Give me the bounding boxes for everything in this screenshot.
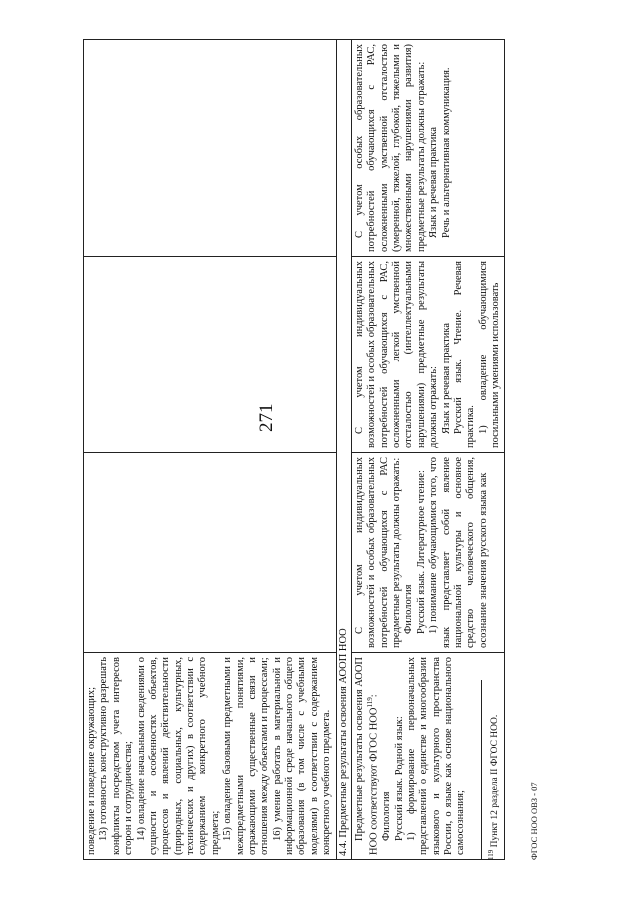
list-item: 1) формирование первоначальных представлений о единстве и многообразии языкового и культурного пространства России, о языке как основе национального самосознания; xyxy=(405,657,467,855)
requirements-table xyxy=(83,39,505,860)
list-item: 1) овладение обучающимися посильными умениями использовать xyxy=(477,261,501,448)
list-item: Русский язык. Литературное чтение: xyxy=(415,470,427,634)
option-cell xyxy=(351,453,505,653)
list-item: 16) умение работать в материальной и информационной среде начального общего образования (в том числе с учебными моделями) в соответствии с содержанием конкретного учебного предмета. xyxy=(271,657,333,855)
list-item: Язык и речевая практика xyxy=(428,126,440,238)
list-item: Русский язык. Чтение. Речевая практика. xyxy=(452,261,477,448)
option-cell xyxy=(351,257,505,453)
list-item: Речь и альтернативная коммуникация. xyxy=(440,67,452,238)
list-item: Русский язык. Родной язык: xyxy=(393,716,405,841)
intro-end: : xyxy=(368,694,380,698)
list-item: 15) овладение базовыми предметными и межпредметными понятиями, отражающими существенные связи и отношения между объектами и процессами; xyxy=(222,657,271,855)
empty-cell xyxy=(84,257,337,453)
section-title: 4.4. Предметные результаты освоения АООП НОО xyxy=(336,453,351,860)
empty-cell xyxy=(84,453,337,653)
option-cell xyxy=(351,40,505,257)
list-item: С учетом индивидуальных возможностей и особых образовательных потребностей обучающихся с РАС предметные результаты должны отражать: xyxy=(353,457,402,648)
list-item: Филология xyxy=(403,584,415,634)
list-item: Язык и речевая практика xyxy=(440,322,452,434)
empty-cell xyxy=(336,40,351,453)
intro-text: Предметные результаты освоения АООП НОО соответствуют ФГОС НОО xyxy=(353,657,380,855)
page-number: 271 xyxy=(256,403,277,432)
list-item: Филология xyxy=(381,791,393,841)
metasubject-results-cell xyxy=(84,653,337,860)
footnote-text: Пункт 12 раздела II ФГОС НОО. xyxy=(490,714,501,848)
table-row xyxy=(84,40,337,860)
footnote xyxy=(487,715,500,860)
list-item: 1) понимание обучающимися того, что язык представляет собой явление национальной культуры и основное средство человеческого общения, осознание значения русского языка как xyxy=(428,457,489,648)
list-item: С учетом особых образовательных потребностей обучающихся с РАС, осложненными умственной отсталостью (умеренной, тяжелой, глубокой, тяжелыми и множественными нарушениями развития) предметные результаты должны отражать: xyxy=(353,44,427,252)
list-item: 14) овладение начальными сведениями о сущности и особенностях объектов, процессов и явлений действительности (природных, социальных, культурных, технических и других) в соответствии с содержанием конкретного учебного предмета; xyxy=(135,657,221,855)
list-item xyxy=(354,657,381,855)
rotated-page-content xyxy=(83,40,553,860)
table-row xyxy=(336,40,351,860)
list-item: С учетом индивидуальных возможностей и особых образовательных потребностей обучающихся с РАС, осложненными легкой умственной отсталостью (интеллектуальными нарушениями) предметные результаты должны отражать: xyxy=(353,261,440,448)
footnote-ref: 119 xyxy=(366,697,375,708)
footnote-divider xyxy=(481,680,482,860)
document-code-label: ФГОС НОО ОВЗ - 07 xyxy=(529,782,539,860)
footnote-number: 119 xyxy=(487,849,495,860)
list-item: 13) готовность конструктивно разрешать конфликты посредством учета интересов сторон и сотрудничества; xyxy=(98,657,135,855)
list-item: поведение и поведение окружающих; xyxy=(86,686,97,855)
empty-cell xyxy=(84,40,337,257)
